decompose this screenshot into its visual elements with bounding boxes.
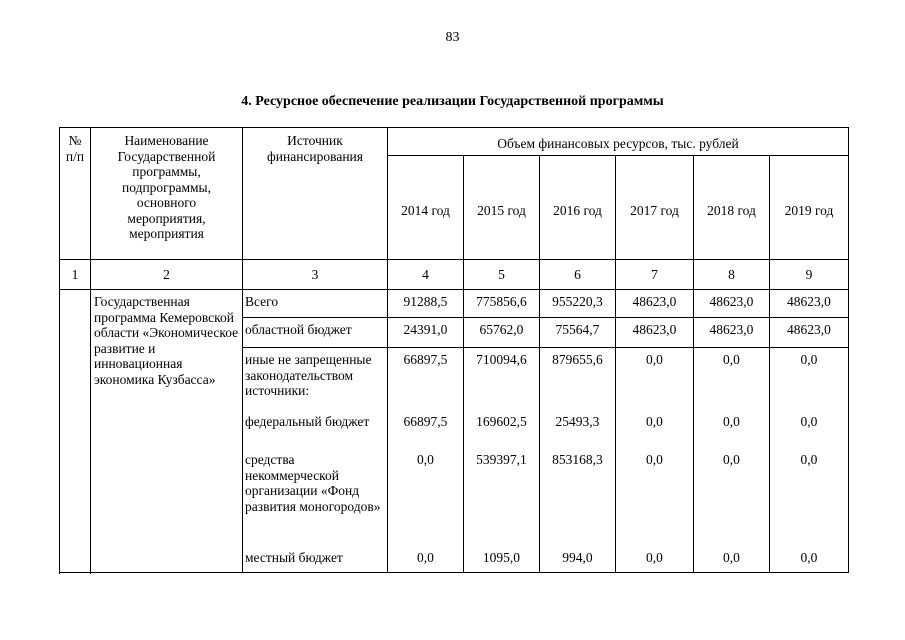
value-cell: 539397,1: [476, 452, 527, 467]
column-number: 4: [387, 260, 463, 290]
source-cell: областной бюджет: [243, 318, 388, 348]
header-row-top: [60, 128, 849, 156]
column-number: 5: [463, 260, 539, 290]
header-year: 2016 год: [539, 156, 615, 260]
column-number: 9: [769, 260, 848, 290]
program-name: Государственная программа Кемеровской области «Экономическое развитие и инновационная экономика Кузбасса»: [91, 290, 243, 573]
value-cell: 0,0: [646, 550, 663, 565]
column-number: 8: [693, 260, 769, 290]
header-col-name: Наименование Государственной программы, подпрограммы, основного мероприятия, мероприятия: [91, 128, 243, 260]
value-cell: 48623,0: [615, 290, 693, 318]
page-number: 83: [445, 30, 460, 45]
column-number: 6: [539, 260, 615, 290]
value-cell: 1095,0: [482, 550, 521, 565]
row-number-cell: [60, 290, 91, 573]
header-year: 2019 год: [769, 156, 848, 260]
value-cell: 0,0: [800, 352, 818, 367]
value-cell: 169602,5: [476, 414, 527, 429]
header-year: 2014 год: [387, 156, 463, 260]
column-number: 1: [60, 260, 91, 290]
column-number: 7: [615, 260, 693, 290]
header-col-no-label: № п/п: [65, 133, 85, 164]
header-col-no: [60, 128, 91, 260]
header-year: 2017 год: [615, 156, 693, 260]
value-cell: 48623,0: [693, 290, 769, 318]
header-year: 2018 год: [693, 156, 769, 260]
value-cell: 0,0: [800, 550, 818, 565]
value-cell: 775856,6: [463, 290, 539, 318]
source-cell: федеральный бюджет: [245, 414, 370, 429]
source-cell: Всего: [243, 290, 388, 318]
value-block: [693, 348, 769, 573]
source-block: [243, 348, 388, 573]
value-cell: 48623,0: [693, 318, 769, 348]
value-cell: 25493,3: [555, 414, 600, 429]
value-cell: 0,0: [800, 452, 818, 467]
value-cell: 0,0: [646, 452, 663, 467]
header-col-source: Источник финансирования: [243, 128, 388, 260]
value-cell: 0,0: [723, 452, 740, 467]
column-numbers-row: [60, 260, 849, 290]
value-cell: 66897,5: [403, 352, 448, 367]
value-block: [463, 348, 539, 573]
value-cell: 48623,0: [769, 318, 848, 348]
value-block: [615, 348, 693, 573]
value-cell: 710094,6: [476, 352, 527, 367]
source-cell: местный бюджет: [245, 550, 343, 565]
value-cell: 0,0: [646, 352, 663, 367]
value-cell: 0,0: [417, 550, 434, 565]
value-cell: 75564,7: [539, 318, 615, 348]
column-number: 2: [91, 260, 243, 290]
value-cell: 879655,6: [552, 352, 603, 367]
column-number: 3: [243, 260, 388, 290]
value-cell: 994,0: [562, 550, 593, 565]
value-cell: 0,0: [723, 414, 740, 429]
value-cell: 66897,5: [403, 414, 448, 429]
value-cell: 0,0: [646, 414, 663, 429]
value-cell: 48623,0: [615, 318, 693, 348]
value-cell: 0,0: [723, 550, 740, 565]
value-block: [539, 348, 615, 573]
value-cell: 24391,0: [387, 318, 463, 348]
resource-table: [59, 127, 849, 573]
value-cell: 853168,3: [552, 452, 603, 467]
header-year: 2015 год: [463, 156, 539, 260]
value-cell: 0,0: [417, 452, 434, 467]
table-row: [60, 290, 849, 318]
header-col-volume: Объем финансовых ресурсов, тыс. рублей: [387, 128, 848, 156]
value-block: [387, 348, 463, 573]
value-cell: 48623,0: [769, 290, 848, 318]
value-cell: 91288,5: [387, 290, 463, 318]
value-cell: 0,0: [800, 414, 818, 429]
section-title: 4. Ресурсное обеспечение реализации Государственной программы: [241, 94, 664, 109]
value-block: [769, 348, 848, 573]
value-cell: 65762,0: [463, 318, 539, 348]
source-cell: иные не запрещенные законодательством источники:: [245, 352, 372, 398]
value-cell: 0,0: [723, 352, 740, 367]
value-cell: 955220,3: [539, 290, 615, 318]
source-cell: средства некоммерческой организации «Фонд развития моногородов»: [245, 452, 381, 514]
